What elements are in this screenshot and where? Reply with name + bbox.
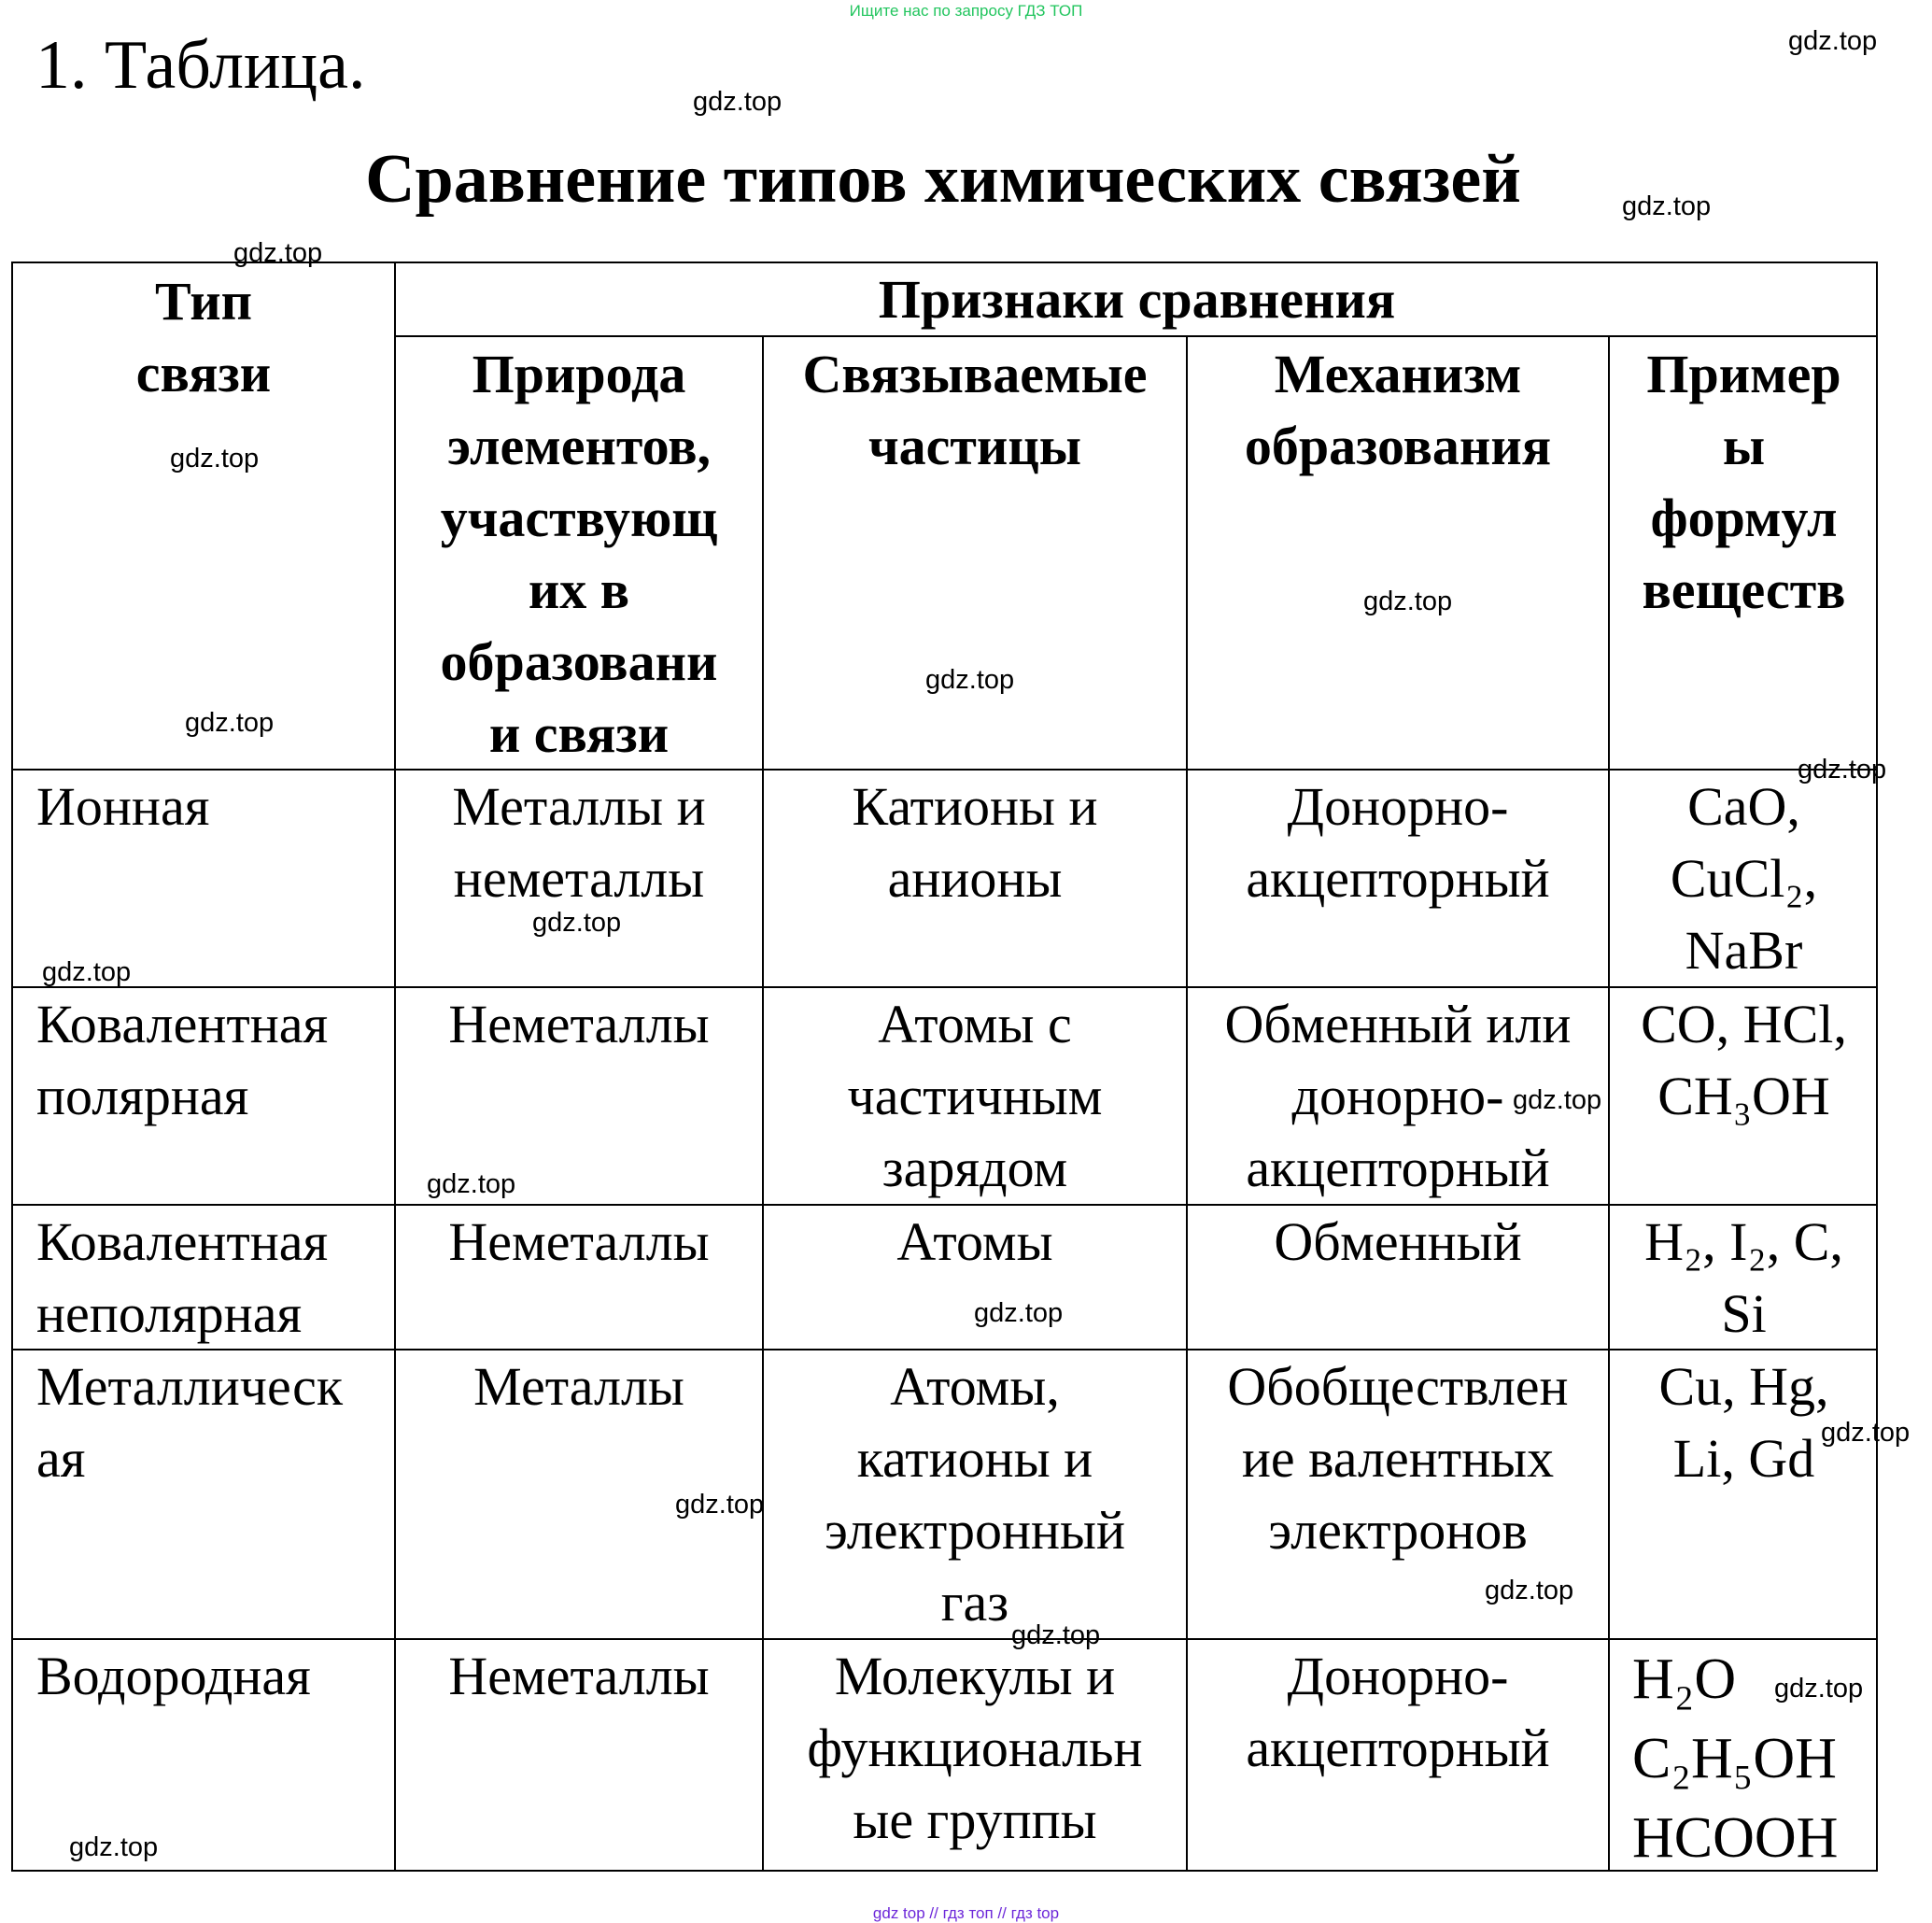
- comparison-table: [11, 262, 1878, 1872]
- watermark: gdz.top: [1821, 1418, 1911, 1448]
- cell-text-line: Обменный или: [1224, 994, 1572, 1054]
- row-ionic-examples: [1610, 771, 1878, 986]
- cell-text-line: Атомы: [896, 1211, 1053, 1272]
- header-formula-examples: [1610, 338, 1878, 769]
- watermark: gdz.top: [185, 708, 275, 738]
- page-heading: 1. Таблица.: [35, 27, 366, 104]
- header-group-divider: [394, 335, 1878, 337]
- cell-text-line: неполярная: [36, 1283, 303, 1344]
- table-title: Сравнение типов химических связей: [365, 141, 1521, 218]
- cell-text-line: Cu, Hg,: [1658, 1356, 1829, 1417]
- row-metallic-examples: [1610, 1350, 1878, 1638]
- row-ionic-mechanism: [1188, 771, 1608, 986]
- watermark: gdz.top: [233, 238, 323, 268]
- row-ionic-type: [13, 771, 394, 986]
- watermark: gdz.top: [1485, 1576, 1574, 1605]
- header-text-line: образования: [1244, 416, 1552, 476]
- watermark: gdz.top: [1513, 1085, 1602, 1115]
- row-metallic-particles: [764, 1350, 1186, 1638]
- header-text-line: ы: [1722, 416, 1766, 476]
- watermark: gdz.top: [1363, 587, 1453, 616]
- header-text-line: Признаки сравнения: [878, 269, 1396, 330]
- cell-text-line: Металлы и: [452, 776, 706, 837]
- cell-text-line: Атомы,: [890, 1356, 1060, 1417]
- row-covalent-polar-examples: [1610, 988, 1878, 1204]
- cell-text-line: CO, HCl,: [1641, 994, 1847, 1054]
- row-hydrogen-particles: [764, 1640, 1186, 1872]
- cell-text-line: неметаллы: [453, 848, 705, 909]
- cell-text-line: ая: [36, 1428, 86, 1489]
- header-text-line: их в: [528, 559, 630, 620]
- cell-text-line: Неметаллы: [448, 1211, 710, 1272]
- watermark: gdz.top: [974, 1298, 1064, 1328]
- cell-text-line: функциональн: [807, 1718, 1143, 1778]
- cell-text-line: CH₃OH: [1657, 1066, 1830, 1126]
- cell-text-line: Донорно-: [1287, 1646, 1509, 1706]
- footer-links[interactable]: gdz top // гдз топ // гдз top: [872, 1904, 1060, 1922]
- row-covalent-polar-type: [13, 988, 394, 1204]
- header-text-line: формул: [1650, 488, 1838, 548]
- header-text-line: и связи: [488, 703, 670, 764]
- cell-text-line: полярная: [36, 1066, 249, 1126]
- row-ionic-particles: [764, 771, 1186, 986]
- watermark: gdz.top: [69, 1832, 159, 1862]
- row-covalent-polar-particles: [764, 988, 1186, 1204]
- cell-text-line: Ионная: [36, 776, 210, 837]
- watermark: gdz.top: [1622, 191, 1712, 221]
- watermark: gdz.top: [532, 908, 622, 938]
- row-metallic-type: [13, 1350, 394, 1638]
- cell-text-line: Ковалентная: [36, 1211, 329, 1272]
- row-covalent-nonpolar-mechanism: [1188, 1206, 1608, 1349]
- cell-text-line: ые группы: [853, 1789, 1097, 1850]
- header-text-line: частицы: [867, 416, 1082, 476]
- cell-text-line: Li, Gd: [1672, 1428, 1815, 1489]
- cell-text-line: катионы и: [856, 1428, 1093, 1489]
- watermark: gdz.top: [1774, 1674, 1864, 1704]
- cell-text-line: Атомы с: [878, 994, 1072, 1054]
- header-text-line: связи: [135, 343, 272, 403]
- cell-text-line: электронов: [1268, 1500, 1528, 1561]
- watermark: gdz.top: [1798, 755, 1887, 785]
- watermark: gdz.top: [675, 1490, 765, 1520]
- cell-text-line: акцепторный: [1246, 848, 1550, 909]
- header-text-line: образовани: [440, 631, 718, 692]
- cell-text-line: зарядом: [881, 1138, 1068, 1198]
- cell-text-line: H₂O: [1632, 1647, 1737, 1711]
- watermark: gdz.top: [170, 444, 260, 474]
- header-text-line: Пример: [1646, 344, 1841, 404]
- cell-text-line: донорно-: [1291, 1066, 1504, 1126]
- watermark: gdz.top: [42, 957, 132, 987]
- cell-text-line: Обобществлен: [1227, 1356, 1569, 1417]
- watermark: gdz.top: [1788, 26, 1878, 56]
- cell-text-line: NaBr: [1685, 920, 1803, 981]
- cell-text-line: Неметаллы: [448, 994, 710, 1054]
- cell-text-line: электронный: [824, 1500, 1126, 1561]
- cell-text-line: Металлы: [473, 1356, 684, 1417]
- header-bound-particles: [764, 338, 1186, 769]
- cell-text-line: HCOOH: [1632, 1806, 1839, 1870]
- cell-text-line: Водородная: [36, 1646, 311, 1706]
- cell-text-line: Молекулы и: [834, 1646, 1116, 1706]
- cell-text-line: Неметаллы: [448, 1646, 710, 1706]
- cell-text-line: Обменный: [1274, 1211, 1522, 1272]
- top-banner[interactable]: Ищите нас по запросу ГДЗ ТОП: [849, 2, 1083, 20]
- cell-text-line: CaO,: [1687, 776, 1800, 837]
- header-text-line: Механизм: [1274, 344, 1522, 404]
- row-covalent-nonpolar-nature: [396, 1206, 762, 1349]
- cell-text-line: Донорно-: [1287, 776, 1509, 837]
- cell-text-line: CuCl₂,: [1670, 848, 1818, 909]
- watermark: gdz.top: [427, 1169, 516, 1199]
- header-element-nature: [396, 338, 762, 769]
- header-text-line: Связываемые: [802, 344, 1148, 404]
- cell-text-line: H₂, I₂, C,: [1644, 1211, 1843, 1272]
- row-covalent-nonpolar-type: [13, 1206, 394, 1349]
- watermark: gdz.top: [1011, 1620, 1101, 1650]
- header-bond-type: [13, 263, 394, 769]
- header-text-line: веществ: [1642, 559, 1846, 620]
- cell-text-line: частичным: [847, 1066, 1103, 1126]
- cell-text-line: C₂H₅OH: [1632, 1727, 1837, 1790]
- row-hydrogen-mechanism: [1188, 1640, 1608, 1872]
- cell-text-line: Металлическ: [36, 1356, 344, 1417]
- cell-text-line: Si: [1721, 1283, 1767, 1344]
- cell-text-line: акцепторный: [1246, 1138, 1550, 1198]
- header-text-line: участвующ: [440, 488, 718, 548]
- cell-text-line: акцепторный: [1246, 1718, 1550, 1778]
- cell-text-line: газ: [940, 1572, 1009, 1633]
- cell-text-line: анионы: [887, 848, 1063, 909]
- header-formation-mechanism: [1188, 338, 1608, 769]
- cell-text-line: Ковалентная: [36, 994, 329, 1054]
- header-text-line: Природа: [472, 344, 686, 404]
- cell-text-line: ие валентных: [1241, 1428, 1555, 1489]
- watermark: gdz.top: [925, 665, 1015, 695]
- row-ionic-nature: [396, 771, 762, 986]
- cell-text-line: Катионы и: [852, 776, 1098, 837]
- header-comparison-group: [396, 263, 1878, 335]
- header-text-line: Тип: [154, 271, 253, 332]
- row-covalent-nonpolar-examples: [1610, 1206, 1878, 1349]
- watermark: gdz.top: [693, 87, 783, 117]
- row-hydrogen-nature: [396, 1640, 762, 1872]
- header-text-line: элементов,: [446, 416, 712, 476]
